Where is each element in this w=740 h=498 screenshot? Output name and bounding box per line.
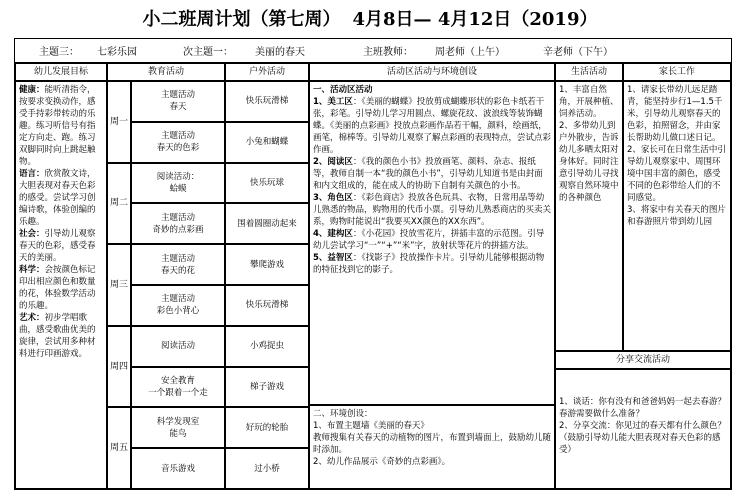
week-day-label: 周一: [107, 81, 131, 163]
goal-health: 健康：能听清指令，按要求变换动作，感受手持彩带转动的乐趣。练习听信号有指定方向走、跑。练习双脚同时向上跳起触物。: [19, 85, 96, 167]
col-zone: 活动区活动与环境创设: [309, 63, 555, 81]
outdoor-activity: 围着圆圈动起来: [225, 203, 309, 244]
zone-item: 4、建构区：《小花园》投放雪花片，拼插丰富的示范图。引导幼儿尝试学习“一”“+”“米”字，放射状等花片的拼插方法。: [313, 229, 545, 251]
goal-science: 科学：会按颜色标记印出相应颜色和数量的花，体验数学活动的乐趣。: [19, 265, 96, 311]
week-day-label: 周三: [107, 244, 131, 326]
outdoor-activity: 好玩的轮胎: [225, 407, 309, 448]
teacher-pm: 辛老师（下午）: [543, 47, 613, 58]
edu-activity: 阅读活动： 蛤蟆: [131, 163, 225, 204]
outdoor-activity: 过小桥: [225, 448, 309, 489]
zone-items: [313, 96, 551, 276]
teacher-am: 周老师（上午）: [435, 47, 505, 58]
goal-social: 社会：引导幼儿观察春天的色彩，感受春天的美丽。: [19, 229, 96, 263]
env-creation: [309, 405, 555, 489]
zone-item: 3、角色区：《彩色商店》投放各色玩具、衣物，日常用品等幼儿熟悉的物品，购物用的代币小票。引导幼儿熟悉商店的买卖关系，购物时能说出“我要买XX颜色的XX东西”。: [313, 193, 552, 227]
outdoor-activity: 快乐玩球: [225, 163, 309, 204]
title-dates: 4月8日— 4月12日（2019）: [352, 9, 598, 30]
outdoor-activity: 小鸡捉虫: [225, 326, 309, 367]
edu-activity: 主题活动 奇妙的点彩画: [131, 203, 225, 244]
edu-activity: 主题活动 春天: [131, 81, 225, 122]
col-life: 生活活动: [555, 63, 623, 81]
zone-section-title: 一、活动区活动: [313, 85, 373, 95]
edu-activity: 主题活动 春天的色彩: [131, 122, 225, 163]
env-section-title: 二、环境创设：: [313, 409, 373, 419]
outdoor-activity: 攀爬游戏: [225, 244, 309, 285]
share-content: [555, 369, 731, 489]
family-work: 1、请家长带幼儿远足踏青，能坚持步行1—1.5千米，引导幼儿观察春天的色彩，拍照留念，并由家长帮助幼儿做口述日记。 2、家长可在日常生活中引导幼儿观察家中、周围环境中国丰富的颜色，感受不同的色彩带给人们的不同感觉。 3、将家中有关春天的图片和春游照片带到幼儿园: [623, 81, 731, 351]
edu-activity: 安全教育 一个跟着一个走: [131, 367, 225, 408]
week-day-label: 周五: [107, 407, 131, 489]
col-edu: 教育活动: [107, 63, 225, 81]
info-row: [15, 39, 731, 63]
week-day-label: 周四: [107, 326, 131, 408]
goal-art: 艺术：初步学唱歌曲，感受歌曲优美的旋律，尝试用多种材料进行印画游戏。: [19, 313, 96, 359]
week-day-label: 周二: [107, 163, 131, 245]
theme-value: 七彩乐园: [97, 47, 137, 58]
edu-activity: 科学发现室 能鸟: [131, 407, 225, 448]
outdoor-activity: 小兔和蝴蝶: [225, 122, 309, 163]
edu-activity: 主题活动 彩色小背心: [131, 285, 225, 326]
share-item-1: 1、谈话：你有没有和爸爸妈妈一起去春游？春游需要做什么准备？: [559, 397, 726, 419]
col-family: 家长工作: [623, 63, 731, 81]
outdoor-activity: 快乐玩滑梯: [225, 81, 309, 122]
zone-item: 1、美工区：《美丽的蝴蝶》投放剪成蝴蝶形状的彩色卡纸若干张，彩笔。引导幼儿学习用圆点、螺旋花纹、波浪线等装饰蝴蝶。《美丽的点彩画》投放点彩画作品若干幅，颜料，绘画纸，画笔，棉棒等。引导幼儿观察了解点彩画的表现特点，尝试点彩作画。: [313, 97, 552, 155]
sub-theme-value: 美丽的春天: [255, 47, 305, 58]
env-item-1: 1、布置主题墙《美丽的春天》: [313, 421, 429, 431]
theme-label: 主题三：: [39, 47, 79, 58]
col-dev-goals: 幼儿发展目标: [15, 63, 107, 81]
share-title: 分享交流活动: [555, 351, 731, 369]
title-main: 小二班周计划（第七周）: [142, 9, 341, 30]
sub-theme-label: 次主题一：: [183, 47, 233, 58]
outdoor-activity: 梯子游戏: [225, 367, 309, 408]
env-item-2: 教师搜集有关春天的动植物的图片，布置到墙面上，鼓励幼儿随时添加。: [313, 433, 552, 455]
edu-activity: 音乐游戏: [131, 448, 225, 489]
env-item-3: 2、幼儿作品展示《奇妙的点彩画》。: [313, 457, 451, 467]
life-activities: 1、丰富自然角，开展种植、饲养活动。 2、多带幼儿到户外散步，告诉幼儿多晒太阳对身体好。同时注意引导幼儿寻找观察自然环境中的各种颜色: [555, 81, 623, 351]
col-outdoor: 户外活动: [225, 63, 309, 81]
plan-table: [14, 38, 732, 490]
zone-item: 5、益智区：《找影子》投放操作卡片。引导幼儿能够根据动物的特征找到它的影子。: [313, 253, 545, 275]
share-item-2: 2、分享交流：你见过的春天都有什么颜色？（鼓励引导幼儿能大胆表现对春天色彩的感受）: [559, 421, 726, 455]
dev-goals: [15, 81, 107, 489]
zone-item: 2、阅读区：《我的颜色小书》投放画笔、颜料、杂志、报纸等，教师自制一本“我的颜色小书”，引导幼儿知道书是由封面和内文组成的，能在成人的协助下自制有关颜色的小书。: [313, 157, 543, 191]
edu-activity: 阅读活动: [131, 326, 225, 367]
goal-language: 语言：欣赏散文诗，大胆表现对春天色彩的感受。尝试学习创编诗歌，体验创编的乐趣。: [19, 169, 96, 227]
page-title: [0, 0, 740, 36]
edu-activity: 主题活动 春天的花: [131, 244, 225, 285]
teacher-label: 主班教师：: [363, 47, 413, 58]
outdoor-activity: 快乐玩滑梯: [225, 285, 309, 326]
zone-activities: [309, 81, 555, 405]
